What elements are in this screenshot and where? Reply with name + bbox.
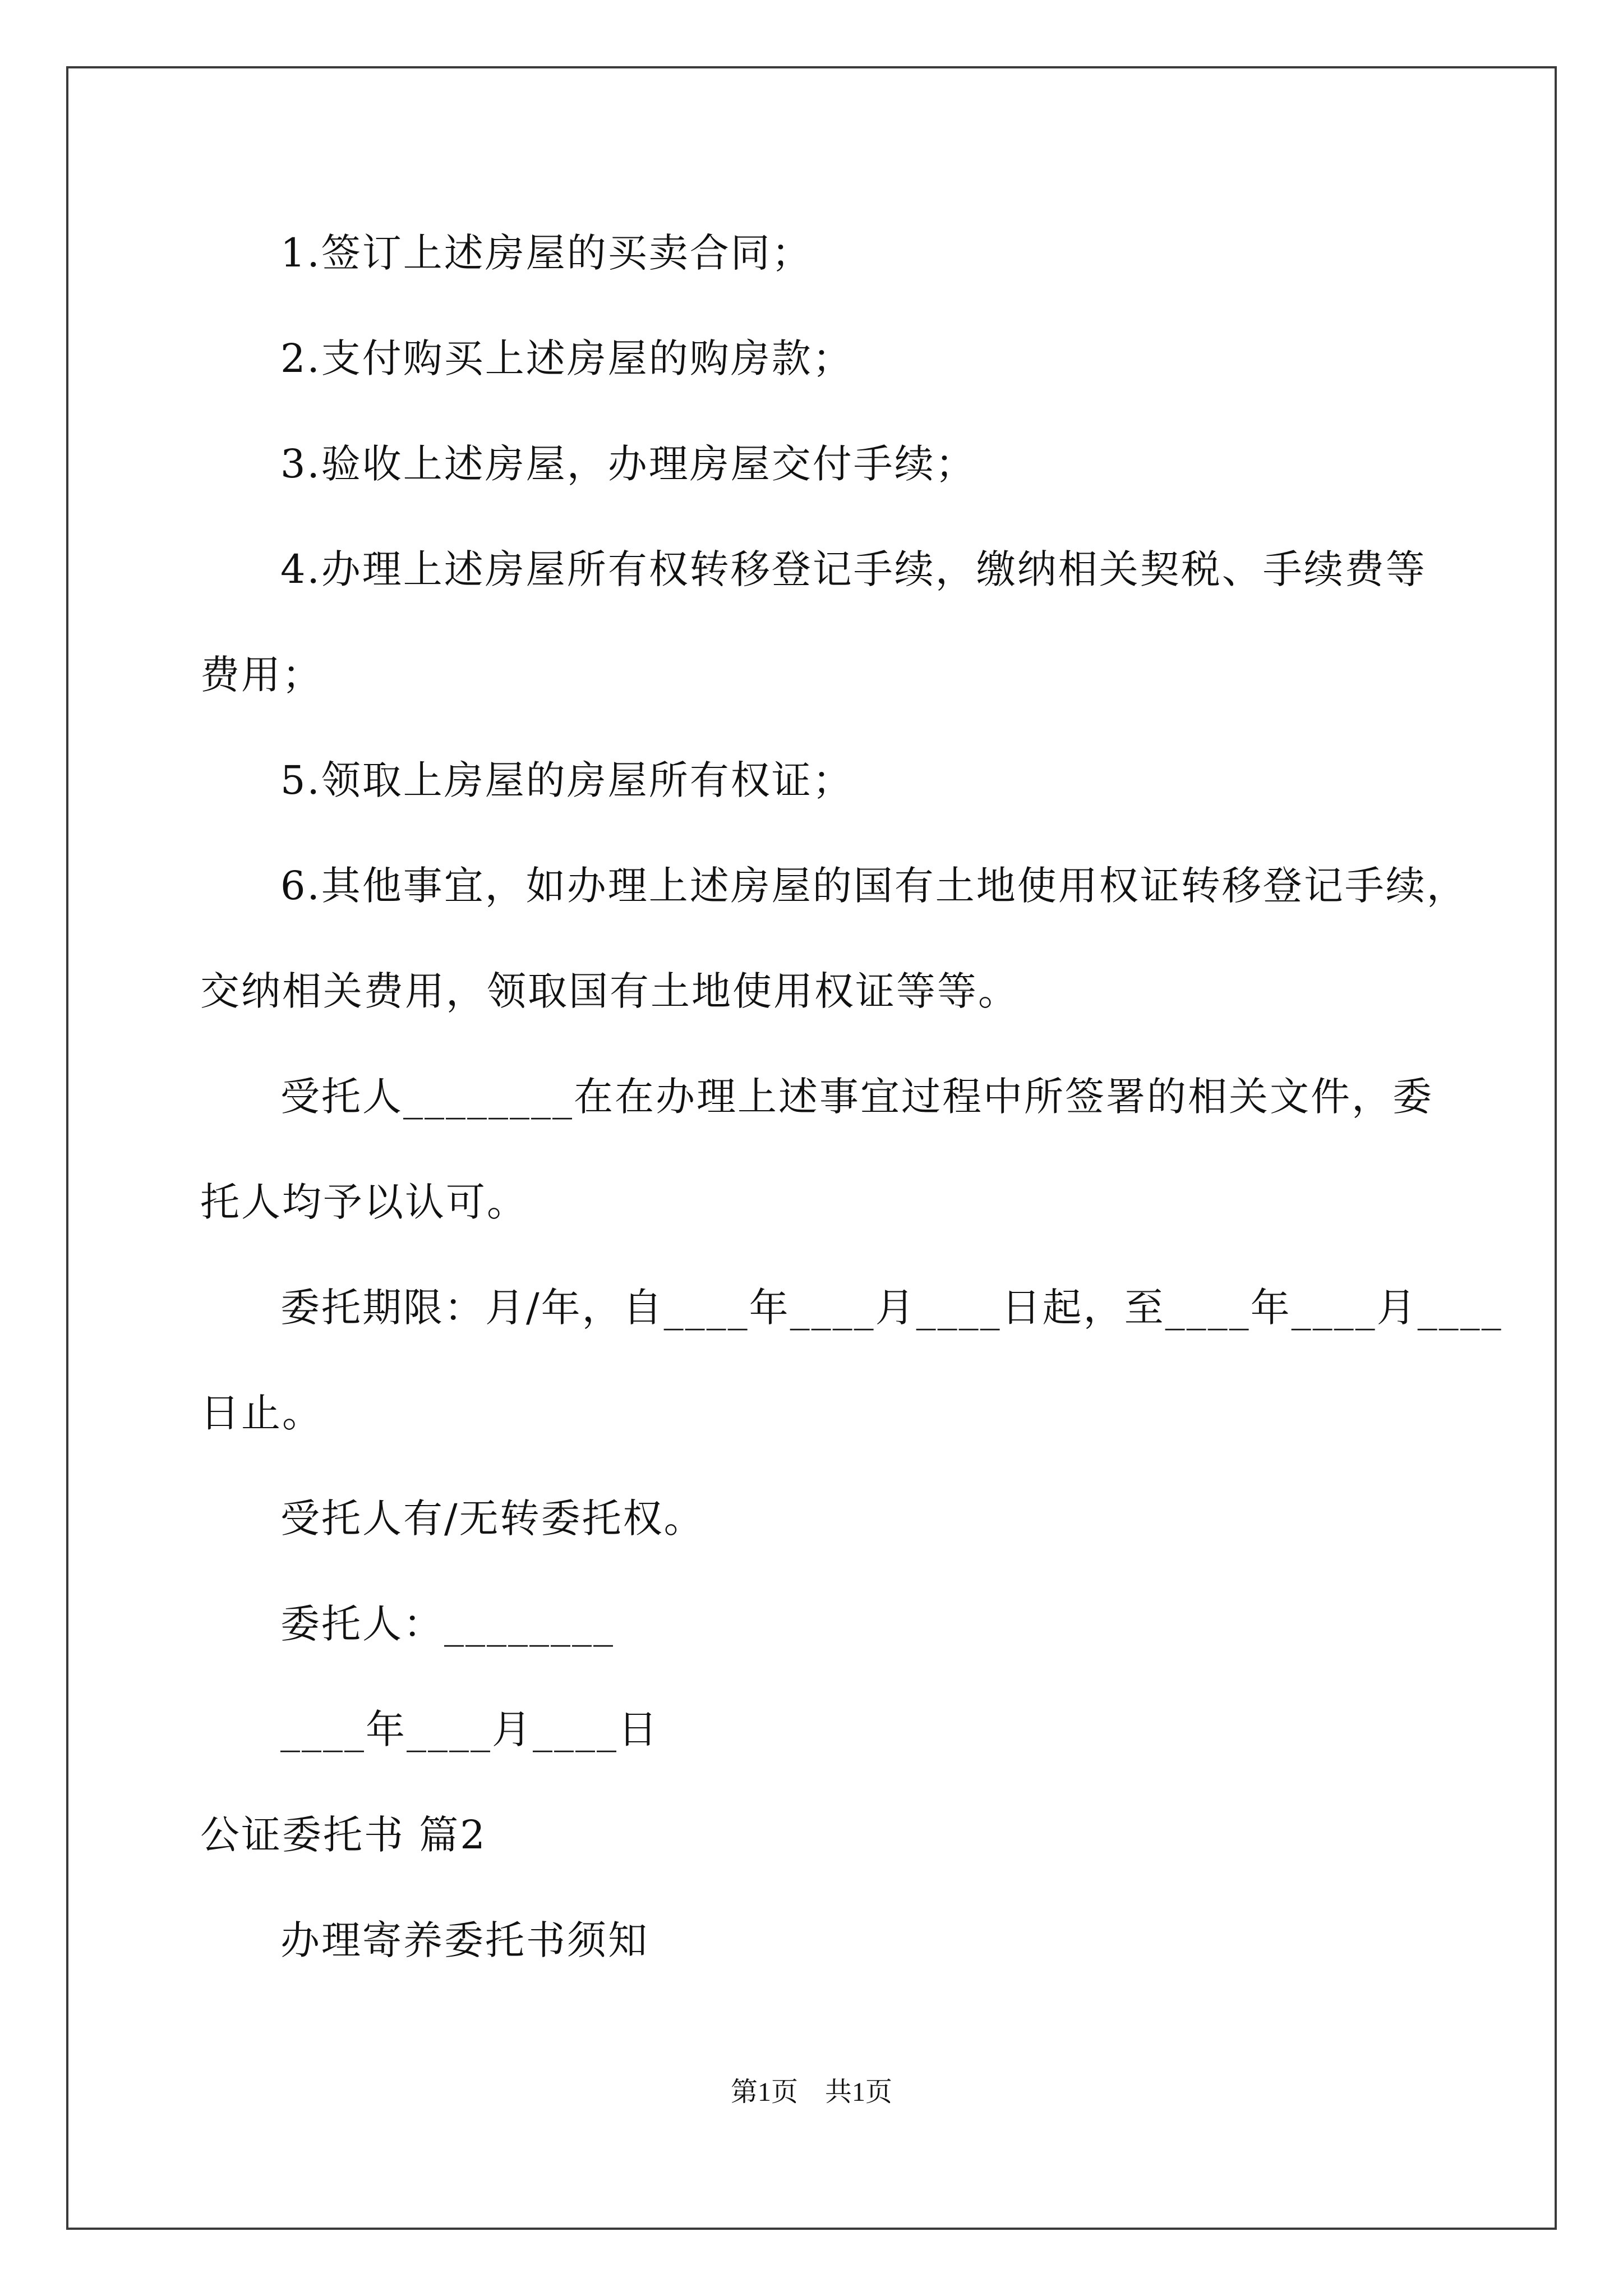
signature-date-line: ____年____月____日 bbox=[280, 1706, 659, 1752]
list-item-5: 5.领取上房屋的房屋所有权证； bbox=[280, 757, 854, 803]
list-item-1: 1.签订上述房屋的买卖合同； bbox=[280, 230, 813, 276]
list-item-4-continued: 费用； bbox=[200, 652, 323, 698]
page-border bbox=[66, 66, 1557, 2230]
trustee-acknowledgement: 受托人________在在办理上述事宜过程中所签署的相关文件，委 bbox=[280, 1074, 1433, 1120]
list-item-4: 4.办理上述房屋所有权转移登记手续，缴纳相关契税、手续费等 bbox=[280, 546, 1427, 592]
entrustment-period: 委托期限：月/年，自____年____月____日起，至____年____月____ bbox=[280, 1285, 1503, 1331]
sub-heading: 办理寄养委托书须知 bbox=[280, 1917, 649, 1963]
section-heading: 公证委托书 篇2 bbox=[200, 1812, 487, 1858]
entrustment-period-continued: 日止。 bbox=[200, 1390, 323, 1436]
list-item-6-continued: 交纳相关费用，领取国有土地使用权证等等。 bbox=[200, 968, 1019, 1014]
principal-signature-line: 委托人：________ bbox=[280, 1601, 615, 1647]
list-item-6: 6.其他事宜，如办理上述房屋的国有土地使用权证转移登记手续， bbox=[280, 863, 1468, 909]
trustee-acknowledgement-continued: 托人均予以认可。 bbox=[200, 1179, 528, 1225]
page-number-footer: 第1页 共1页 bbox=[730, 2077, 892, 2107]
sub-delegation-clause: 受托人有/无转委托权。 bbox=[280, 1496, 705, 1542]
list-item-2: 2.支付购买上述房屋的购房款； bbox=[280, 335, 854, 381]
list-item-3: 3.验收上述房屋，办理房屋交付手续； bbox=[280, 441, 976, 487]
